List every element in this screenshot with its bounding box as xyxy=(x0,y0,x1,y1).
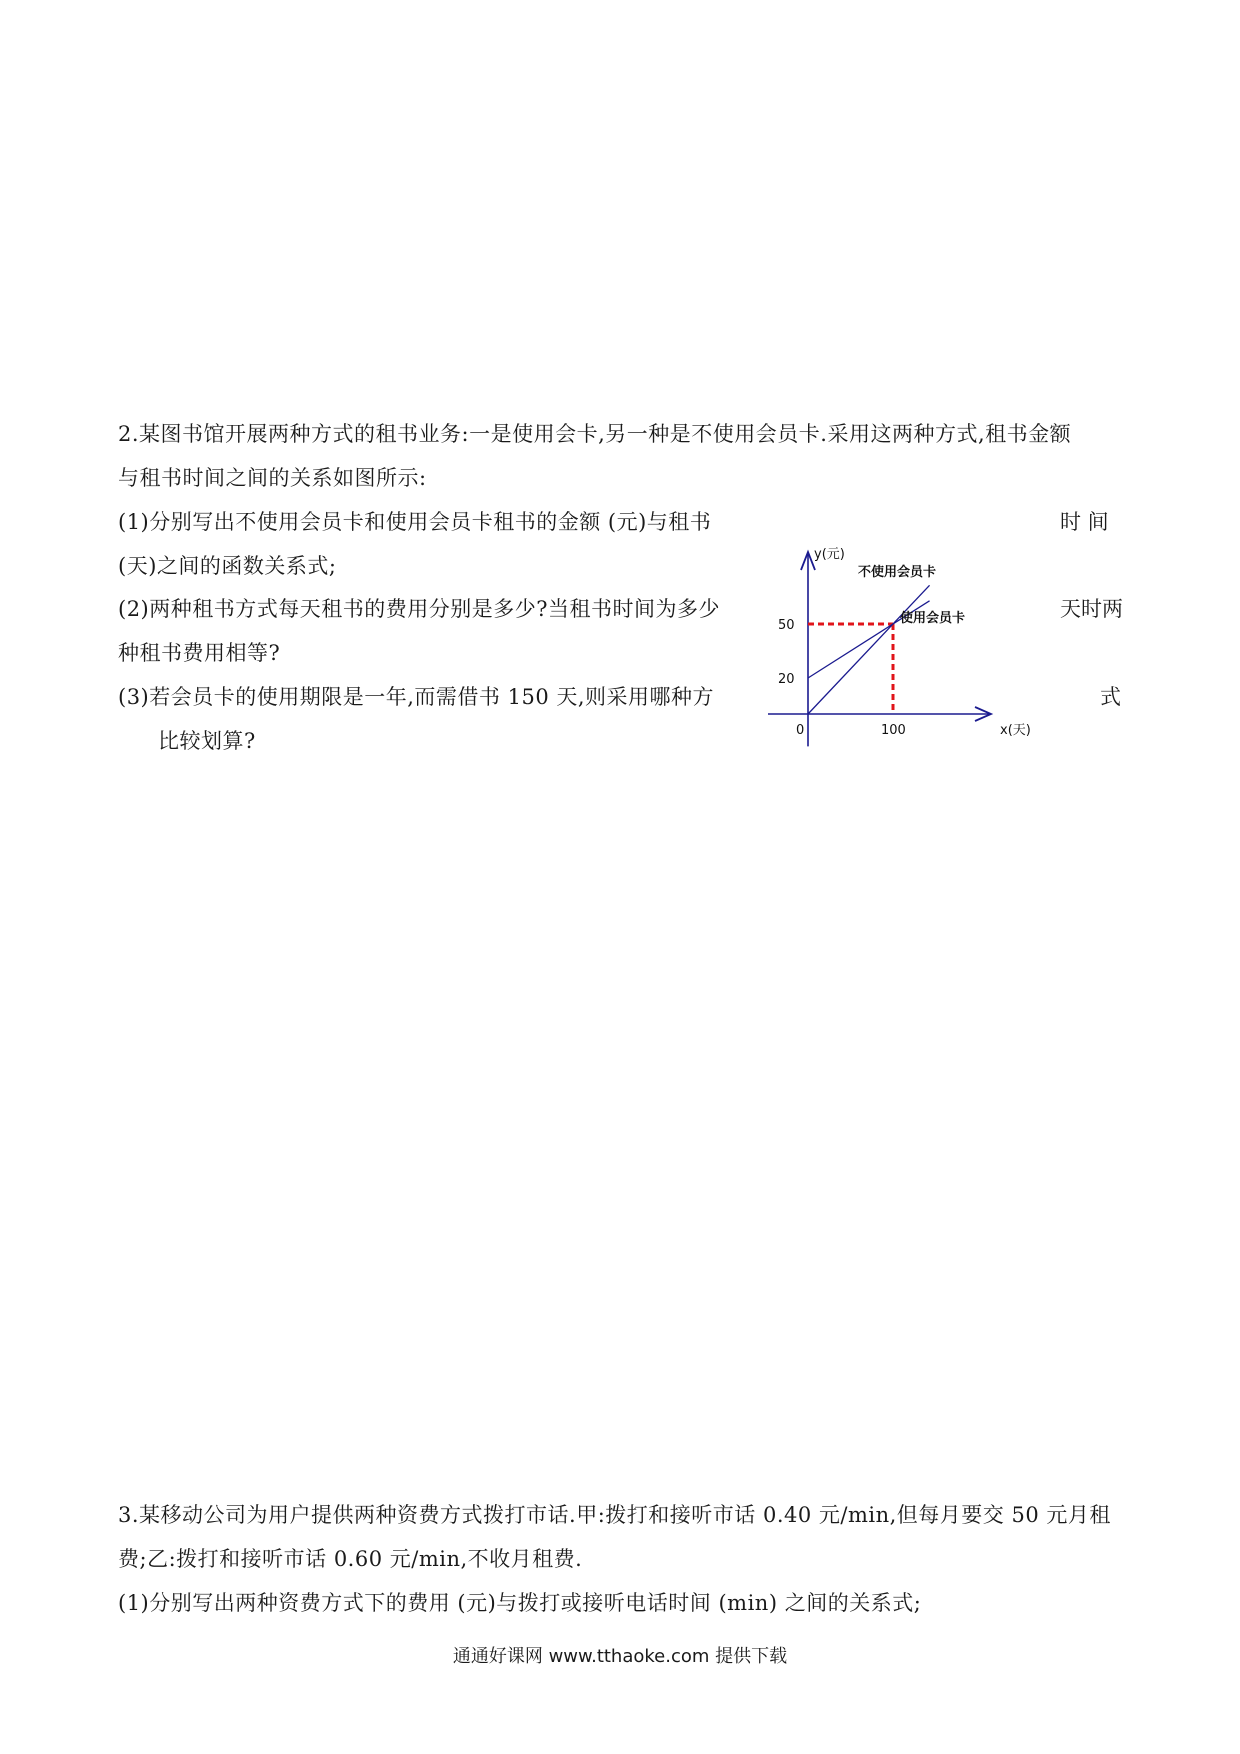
q3-line3: (1)分别写出两种资费方式下的费用 (元)与拨打或接听电话时间 (min) 之间的关系式; xyxy=(118,1591,922,1615)
q2-part2-right-fragment: 天时两 xyxy=(1060,597,1123,621)
q2-part1-line1: (1)分别写出不使用会员卡和使用会员卡租书的金额 (元)与租书 xyxy=(118,510,712,534)
rental-cost-chart xyxy=(760,510,1040,770)
q2-part1-line2: (天)之间的函数关系式; xyxy=(118,554,337,578)
q3-line2: 费;乙:拨打和接听市话 0.60 元/min,不收月租费. xyxy=(118,1547,583,1571)
q2-part3-line2: 比较划算? xyxy=(158,729,256,753)
q2-stem-line1: 2.某图书馆开展两种方式的租书业务:一是使用会卡,另一种是不使用会员卡.采用这两种方式,租书金额 xyxy=(118,422,1072,446)
q2-part1-right-fragment: 时 间 xyxy=(1060,510,1109,534)
q2-part2-line2: 种租书费用相等? xyxy=(118,641,281,665)
x-axis-label: x(天) xyxy=(1000,723,1031,738)
q2-part3-line1: (3)若会员卡的使用期限是一年,而需借书 150 天,则采用哪种方 xyxy=(118,685,715,709)
q2-part3-right-fragment: 式 xyxy=(1100,685,1121,709)
q3-line1: 3.某移动公司为用户提供两种资费方式拨打市话.甲:拨打和接听市话 0.40 元/min,但每月要交 50 元月租 xyxy=(118,1503,1111,1527)
y-tick-label: 50 xyxy=(778,618,795,633)
q2-stem-line2: 与租书时间之间的关系如图所示: xyxy=(118,466,427,490)
series-label: 使用会员卡 xyxy=(900,611,966,626)
q2-part2-line1: (2)两种租书方式每天租书的费用分别是多少?当租书时间为多少 xyxy=(118,597,721,621)
series-label: 不使用会员卡 xyxy=(858,565,937,580)
page-footer: 通通好课网 www.tthaoke.com 提供下载 xyxy=(452,1646,788,1667)
x-tick-label: 100 xyxy=(881,723,906,738)
series-line-0 xyxy=(808,585,930,714)
y-axis-label: y(元) xyxy=(814,547,845,562)
origin-label: 0 xyxy=(796,723,805,738)
y-tick-label: 20 xyxy=(778,672,795,687)
